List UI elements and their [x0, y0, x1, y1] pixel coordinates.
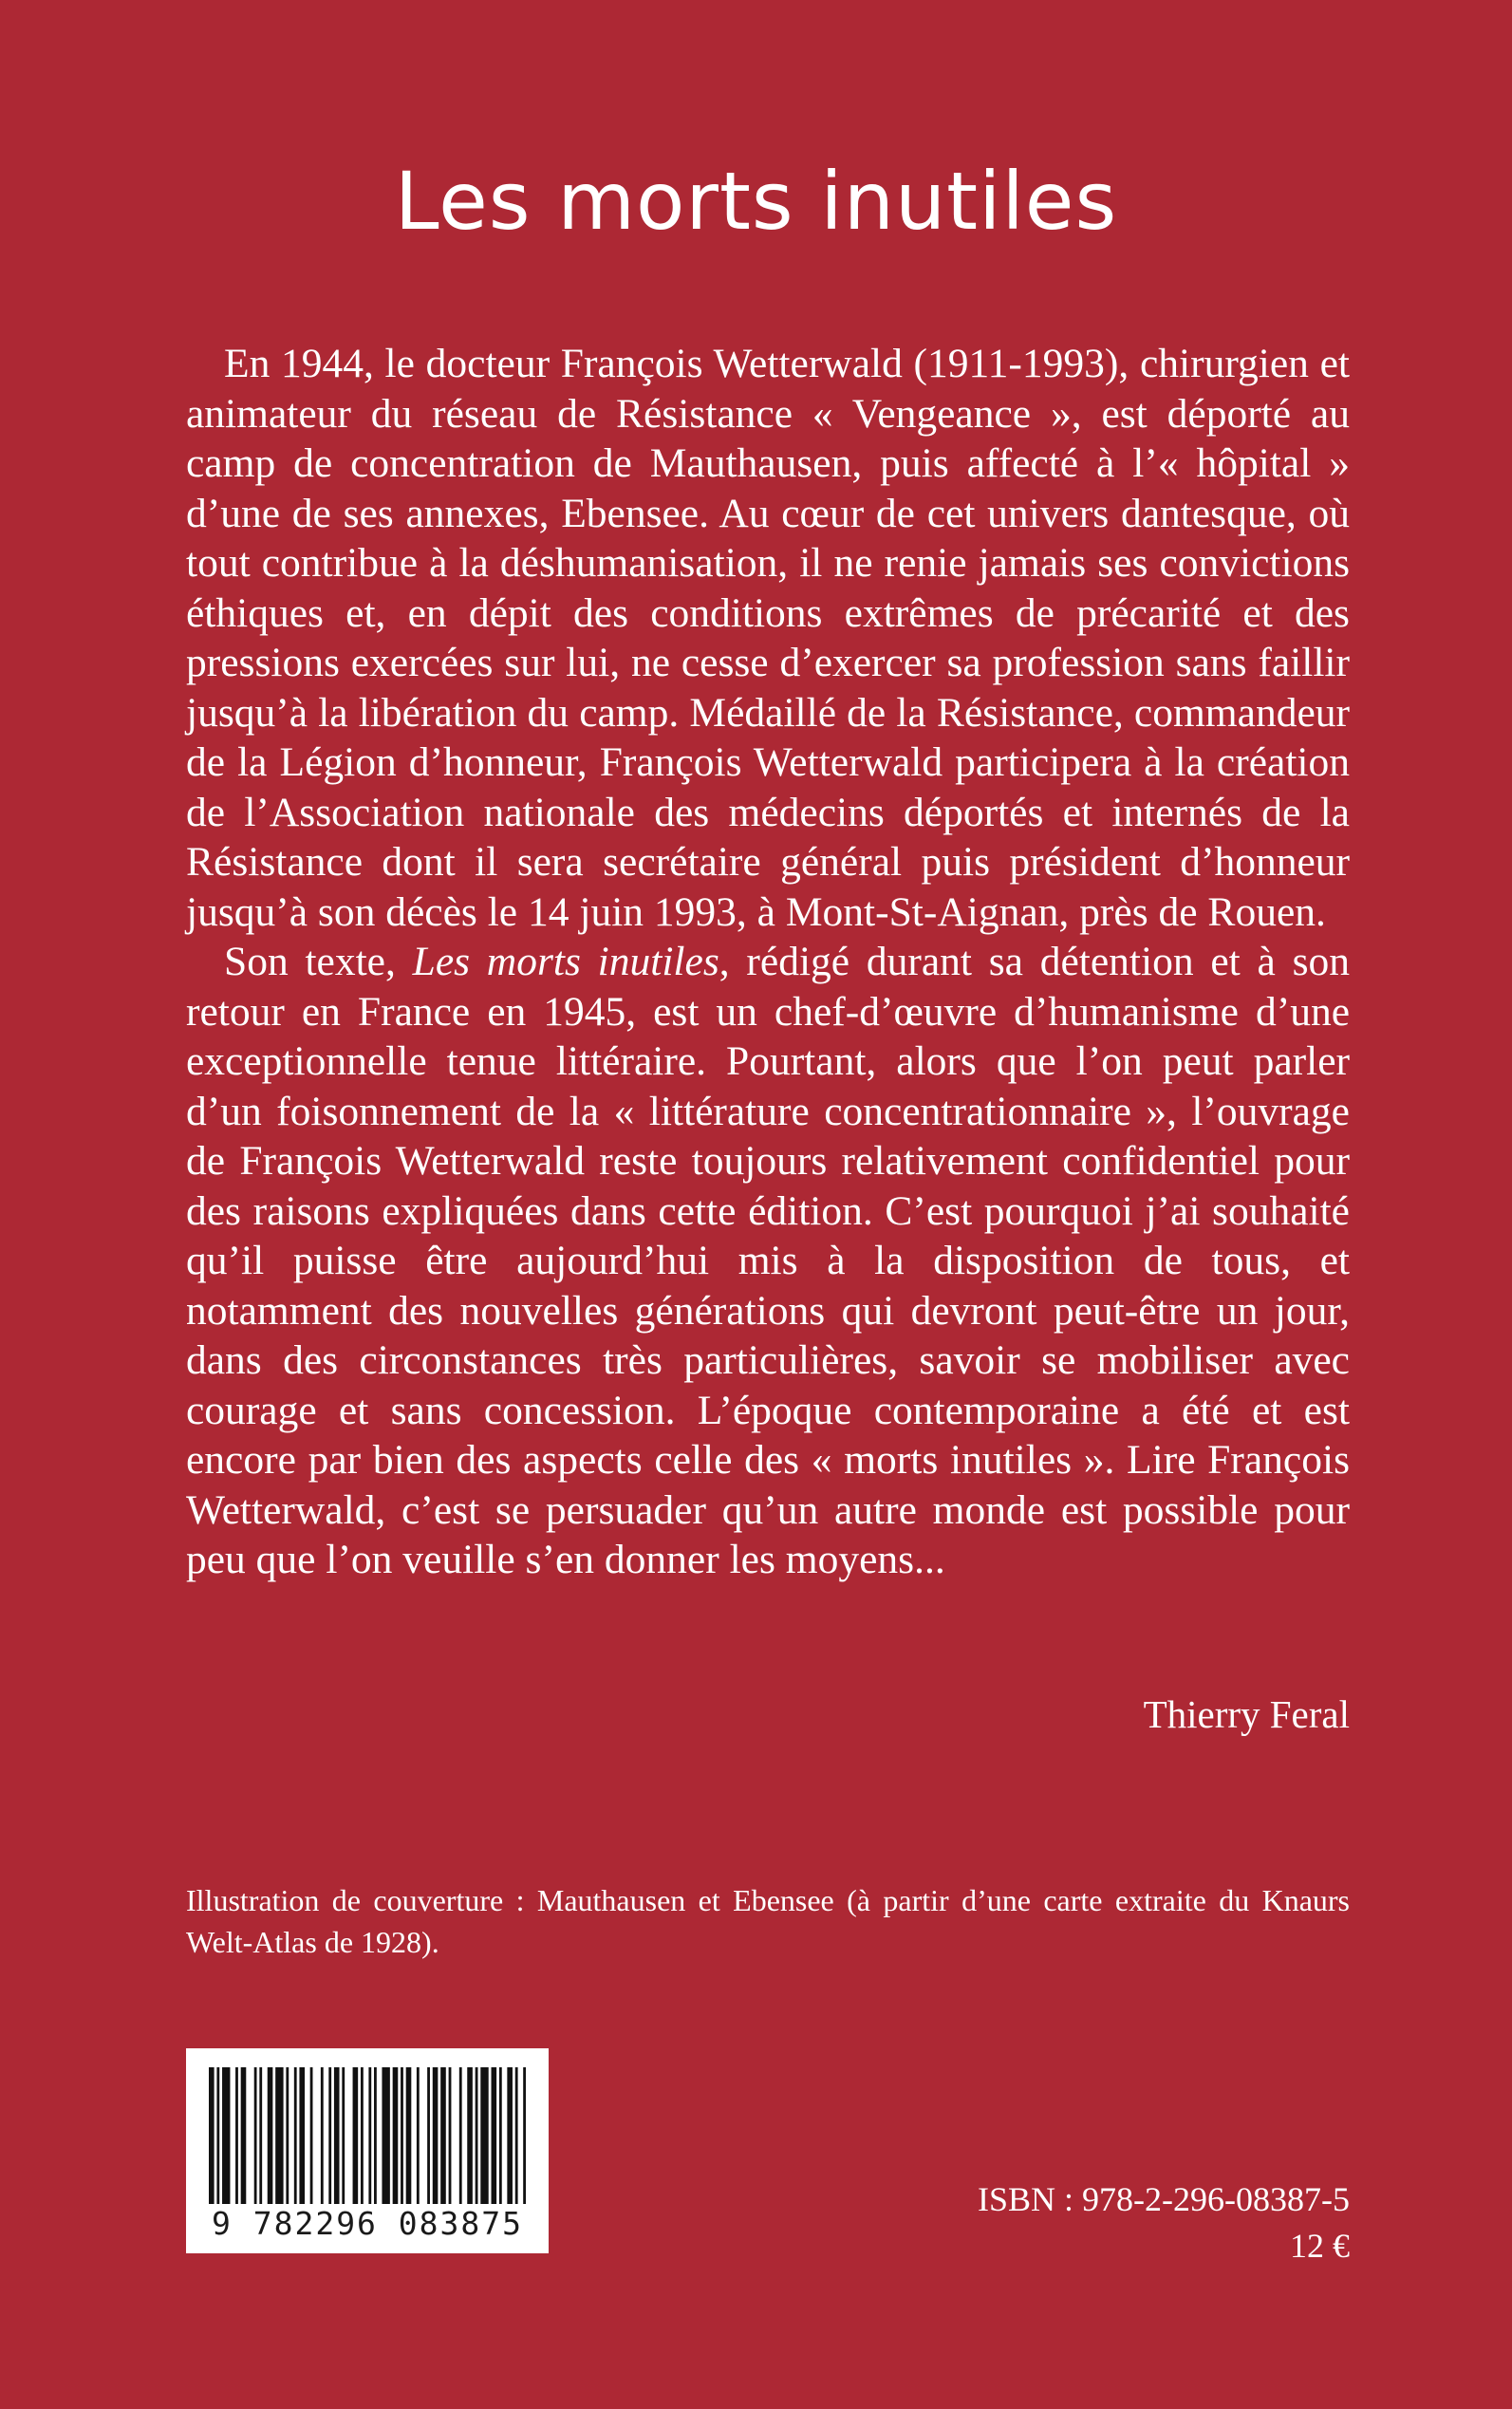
- barcode-bar: [299, 2067, 305, 2204]
- barcode-bar: [321, 2067, 324, 2204]
- barcode-bar: [467, 2067, 473, 2204]
- barcode-bar: [294, 2067, 297, 2204]
- barcode: [186, 2048, 549, 2253]
- barcode-bar: [222, 2067, 230, 2204]
- barcode-bar: [374, 2067, 377, 2204]
- book-title: Les morts inutiles: [394, 155, 1118, 249]
- price: 12 €: [1290, 2227, 1350, 2265]
- barcode-bar: [449, 2067, 452, 2204]
- barcode-bar: [476, 2067, 478, 2204]
- barcode-bar: [401, 2067, 403, 2204]
- barcode-bar: [259, 2067, 262, 2204]
- barcode-bar: [216, 2067, 219, 2204]
- barcode-bar: [286, 2067, 289, 2204]
- barcode-bar: [268, 2067, 273, 2204]
- barcode-bar: [433, 2067, 439, 2204]
- paragraph-2-book-title: Les morts inutiles: [412, 939, 719, 984]
- barcode-bar: [241, 2067, 247, 2204]
- paragraph-2-rest: , rédigé durant sa détention et à son retour en France en 1945, est un chef-d’œuvre d’humanisme d’une exceptionnelle tenue littéraire. Pourtant, alors que l’on peut parler d’un foisonnement de la « littérature concentrationnaire », l’ouvrage de François Wetterwald reste toujours relativement confidentiel pour des raisons expliquées dans cette édition. C’est pourquoi j’ai souhaité qu’il puisse être aujourd’hui mis à la disposition de tous, et notamment des nouvelles générations qui devront peut-être un jour, dans des circonstances très particulières, savoir se mobiliser avec courage et sans concession. L’époque contemporaine a été et est encore par bien des aspects celle des « morts inutiles ». Lire François Wetterwald, c’est se persuader qu’un autre monde est possible pour peu que l’on veuille s’en donner les moyens...: [186, 939, 1350, 1582]
- barcode-bar: [427, 2067, 430, 2204]
- illustration-credit: Illustration de couverture : Mauthausen et Ebensee (à partir d’une carte extraite du Knaurs Welt-Atlas de 1928).: [186, 1883, 1350, 1959]
- barcode-bar: [406, 2067, 412, 2204]
- barcode-bar: [492, 2067, 497, 2204]
- back-cover-blurb: [186, 339, 1350, 1585]
- isbn: ISBN : 978-2-296-08387-5: [978, 2180, 1350, 2218]
- barcode-bar: [353, 2067, 359, 2204]
- barcode-bar: [459, 2067, 462, 2204]
- barcode-bar: [480, 2067, 488, 2204]
- barcode-bars: [209, 2067, 526, 2204]
- barcode-bar: [275, 2067, 283, 2204]
- author-signature: Thierry Feral: [1143, 1692, 1350, 1736]
- barcode-bar: [235, 2067, 238, 2204]
- barcode-bar: [499, 2067, 502, 2204]
- barcode-digits: 9 782296 083875: [211, 2205, 523, 2242]
- barcode-bar: [523, 2067, 526, 2204]
- barcode-bar: [361, 2067, 364, 2204]
- barcode-bar: [368, 2067, 371, 2204]
- barcode-bar: [507, 2067, 513, 2204]
- barcode-bar: [209, 2067, 215, 2204]
- barcode-bar: [328, 2067, 331, 2204]
- barcode-bar: [393, 2067, 399, 2204]
- blurb-paragraph-2: [186, 937, 1350, 1585]
- barcode-bar: [382, 2067, 389, 2204]
- barcode-bar: [310, 2067, 313, 2204]
- blurb-paragraph-1: En 1944, le docteur François Wetterwald (1911-1993), chirurgien et animateur du réseau de Résistance « Vengeance », est déporté au camp de concentration de Mauthausen, puis affecté à l’« hôpital » d’une de ses annexes, Ebensee. Au cœur de cet univers dantesque, où tout contribue à la déshumanisation, il ne renie jamais ses convictions éthiques et, en dépit des conditions extrêmes de précarité et des pressions exercées sur lui, ne cesse d’exercer sa profession sans faillir jusqu’à la libération du camp. Médaillé de la Résistance, commandeur de la Légion d’honneur, François Wetterwald participera à la création de l’Association nationale des médecins déportés et internés de la Résistance dont il sera secrétaire général puis président d’honneur jusqu’à son décès le 14 juin 1993, à Mont-St-Aignan, près de Rouen.: [186, 341, 1350, 935]
- barcode-bar: [342, 2067, 345, 2204]
- barcode-bar: [334, 2067, 340, 2204]
- barcode-bar: [440, 2067, 446, 2204]
- barcode-bar: [417, 2067, 420, 2204]
- paragraph-2-intro: Son texte,: [224, 939, 413, 984]
- barcode-bar: [515, 2067, 518, 2204]
- barcode-bar: [254, 2067, 257, 2204]
